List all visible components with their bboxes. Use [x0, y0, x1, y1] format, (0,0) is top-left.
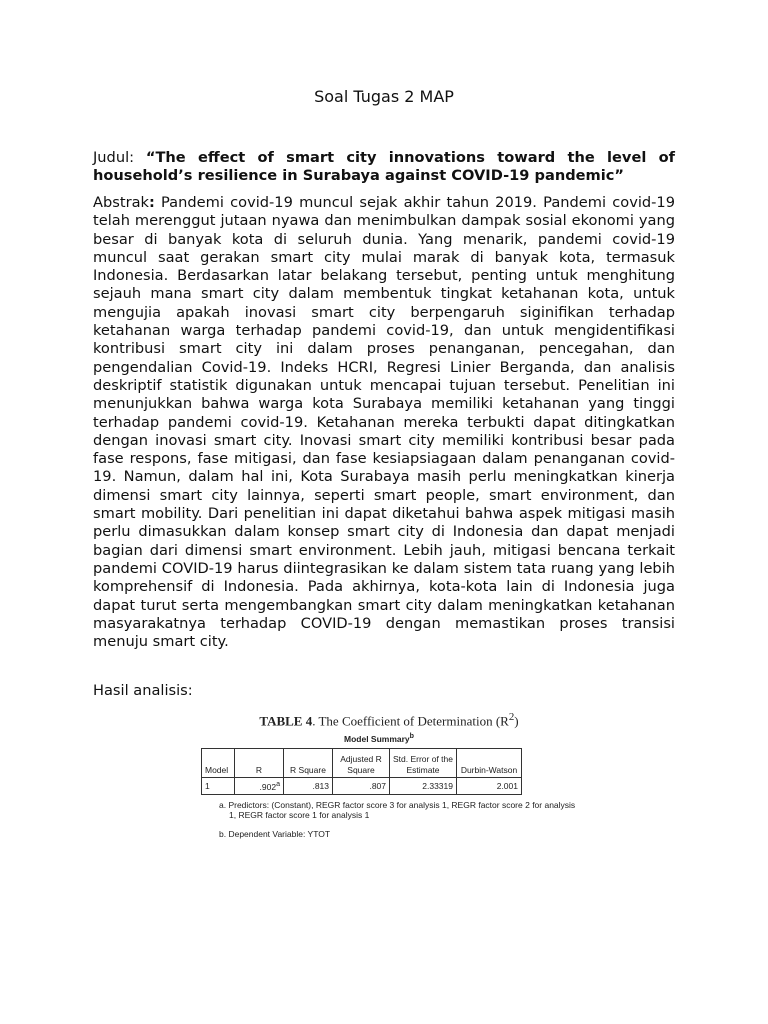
table-caption-sup: 2 [508, 711, 515, 723]
document-title: Soal Tugas 2 MAP [314, 87, 454, 106]
model-summary-sup: b [409, 732, 414, 741]
cell-r-value: .902 [259, 781, 277, 792]
judul-label: Judul: [93, 149, 146, 166]
model-summary-label: Model Summary [344, 734, 410, 745]
table-caption-number: TABLE 4 [259, 713, 313, 729]
cell-durbin-watson: 2.001 [457, 778, 522, 795]
model-summary-table [201, 748, 522, 795]
header-r: R [235, 749, 284, 778]
abstrak-label: Abstrak [93, 194, 149, 211]
hasil-label: Hasil analisis: [93, 682, 193, 699]
cell-r-square: .813 [284, 778, 333, 795]
abstrak-paragraph [93, 194, 675, 651]
judul-text: “The effect of smart city innovations toward the level of household’s resilience in Surabaya against COVID-19 pandemic” [93, 149, 675, 185]
cell-std-error: 2.33319 [390, 778, 457, 795]
cell-adjusted-r-square: .807 [333, 778, 390, 795]
header-model: Model [202, 749, 235, 778]
table-caption-close: ) [514, 713, 519, 729]
table-caption-text: . The Coefficient of Determination (R [312, 713, 509, 729]
abstrak-text: Pandemi covid-19 muncul sejak akhir tahun 2019. Pandemi covid-19 telah merenggut jutaan nyawa dan menimbulkan dampak sosial ekonomi yang besar di banyak kota di seluruh dunia. Yang menarik, pandemi covid-19 muncul saat gerakan smart city mulai marak di banyak kota, termasuk Indonesia. Berdasarkan latar belakang tersebut, penting untuk menghitung sejauh mana smart city dalam membentuk tingkat ketahanan kota, untuk mengujia apakah inovasi smart city berpengaruh siginifikan terhadap ketahanan warga terhadap pandemi covid-19, dan untuk mengidentifikasi kontribusi smart city ini dalam proses penanganan, pencegahan, dan pengendalian Covid-19. Indeks HCRI, Regresi Linier Berganda, dan analisis deskriptif statistik digunakan untuk mencapai tujuan tersebut. Penelitian ini menunjukkan bahwa warga kota Surabaya memiliki ketahanan yang tinggi terhadap pandemi covid-19. Ketahanan mereka terbukti dapat ditingkatkan dengan inovasi smart city. Inovasi smart city memiliki kontribusi besar pada fase respons, fase mitigasi, dan fase kesiapsiagaan dalam penanganan covid-19. Namun, dalam hal ini, Kota Surabaya masih perlu meningkatkan kinerja dimensi smart city lainnya, seperti smart people, smart environment, dan smart mobility. Dari penelitian ini dapat diketahui bahwa aspek mitigasi masih perlu dimasukkan dalam konsep smart city di Indonesia dan dapat menjadi bagian dari dimensi smart environment. Lebih jauh, mitigasi bencana terkait pandemi COVID-19 harus diintegrasikan ke dalam sistem tata ruang yang lebih komprehensif di Indonesia. Pada akhirnya, kota-kota lain di Indonesia juga dapat turut serta mengembangkan smart city dalam meningkatkan ketahanan masyarakatnya terhadap COVID-19 dengan memastikan proses transisi menuju smart city. [93, 194, 675, 651]
table-row [202, 778, 522, 795]
note-predictors: a. Predictors: (Constant), REGR factor score 3 for analysis 1, REGR factor score 2 for analysis 1, REGR factor score 1 for analysis 1 [219, 799, 576, 820]
model-summary-title [179, 730, 579, 745]
cell-r-sup: a [276, 780, 280, 789]
note-dependent-variable: b. Dependent Variable: YTOT [219, 828, 331, 839]
judul-paragraph [93, 149, 675, 186]
table-notes [219, 800, 579, 839]
table-caption [199, 708, 579, 730]
cell-r [235, 778, 284, 795]
header-adjusted-r-square: Adjusted R Square [333, 749, 390, 778]
table-figure [199, 708, 579, 839]
cell-model: 1 [202, 778, 235, 795]
header-std-error: Std. Error of the Estimate [390, 749, 457, 778]
abstrak-colon: : [148, 194, 155, 211]
table-header-row [202, 749, 522, 778]
header-r-square: R Square [284, 749, 333, 778]
header-durbin-watson: Durbin-Watson [457, 749, 522, 778]
